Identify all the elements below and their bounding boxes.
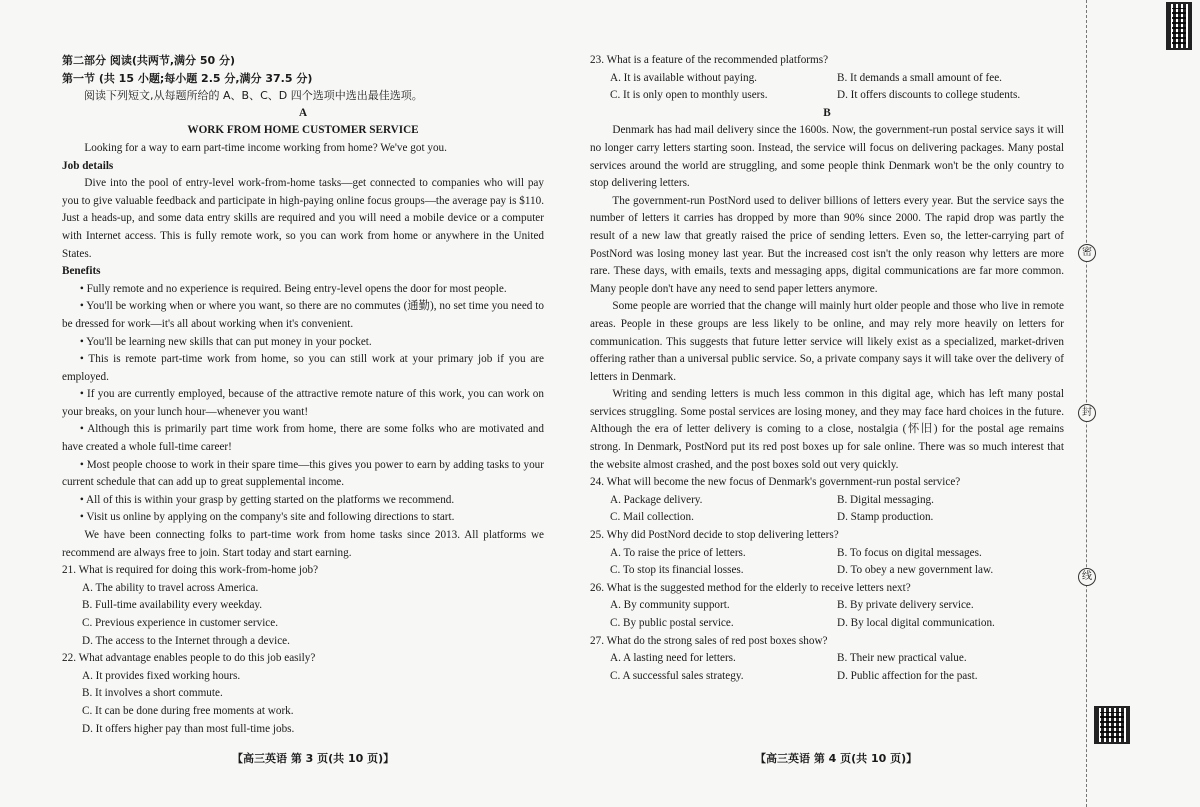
benefit-item: • This is remote part-time work from home, so you can still work at your primary job if you are employed. [62, 353, 544, 383]
question-23 [590, 52, 1064, 105]
benefit-item: • Although this is primarily part time work from home, there are some folks who are motivated and have created a whole full-time career! [62, 423, 544, 454]
option-c: C. To stop its financial losses. [610, 564, 744, 577]
option-b: B. By private delivery service. [837, 599, 974, 612]
option-b: B. Their new practical value. [837, 652, 967, 665]
option-d: D. To obey a new government law. [837, 564, 994, 577]
page-footer-right: 【高三英语 第 4 页(共 10 页)】 [755, 752, 918, 765]
passage-b-paragraph: Denmark has had mail delivery since the 1600s. Now, the government-run postal service says it will no longer carry letters starting soon. Instead, the service will focus on delivering packages. Many postal services around the world are struggling, and some people think Denmark won't be the only country to stop delivering letters. [590, 124, 1064, 190]
options-row [590, 668, 1064, 686]
options-row [590, 509, 1064, 527]
option-a: A. Package delivery. [610, 493, 703, 506]
option-b: B. It demands a small amount of fee. [837, 71, 1002, 84]
question-21 [62, 562, 544, 650]
passage-a-letter: A [298, 106, 308, 119]
question-stem: 23. What is a feature of the recommended platforms? [590, 54, 829, 66]
question-stem: 27. What do the strong sales of red post boxes show? [590, 634, 828, 647]
question-stem: 24. What will become the new focus of Denmark's government-run postal service? [590, 476, 961, 489]
options-row [590, 615, 1064, 633]
option-a: A. By community support. [610, 599, 730, 612]
benefits-heading: Benefits [62, 265, 101, 278]
seal-mark: 线 [1078, 568, 1096, 586]
option-b: B. Digital messaging. [837, 493, 934, 506]
option-c: C. A successful sales strategy. [610, 669, 744, 682]
page-footer-left: 【高三英语 第 3 页(共 10 页)】 [232, 752, 395, 765]
question-24 [590, 474, 1064, 527]
option-b: B. It involves a short commute. [82, 687, 223, 700]
options-row [590, 87, 1064, 105]
options-row [590, 70, 1064, 88]
option-b: B. To focus on digital messages. [837, 546, 982, 559]
passage-b-letter: B [823, 106, 831, 119]
option-c: C. Previous experience in customer service. [82, 617, 279, 629]
question-26 [590, 580, 1064, 633]
benefit-item: • Fully remote and no experience is required. Being entry-level opens the door for most people. [79, 282, 507, 295]
benefit-item: • Visit us online by applying on the company's site and following directions to start. [79, 511, 455, 524]
passage-a-intro: Looking for a way to earn part-time income working from home? We've got you. [84, 141, 447, 154]
qr-code-icon [1166, 2, 1192, 50]
left-page [62, 0, 544, 807]
passage-a-title: WORK FROM HOME CUSTOMER SERVICE [187, 124, 419, 137]
benefit-item: • You'll be learning new skills that can put money in your pocket. [79, 335, 372, 348]
benefit-item: • Most people choose to work in their spare time—this gives you power to earn by adding tasks to your current schedule that can add up to great supplemental income. [62, 458, 544, 489]
job-details-heading: Job details [62, 159, 114, 172]
option-c: C. It can be done during free moments at work. [82, 704, 294, 717]
question-stem: 21. What is required for doing this work-from-home job? [62, 564, 319, 577]
option-d: D. The access to the Internet through a device. [82, 634, 290, 647]
instructions: 阅读下列短文,从每题所给的 A、B、C、D 四个选项中选出最佳选项。 [84, 89, 423, 103]
seal-mark: 密 [1078, 244, 1096, 262]
options-row [590, 597, 1064, 615]
option-c: C. Mail collection. [610, 511, 694, 524]
option-b: B. Full-time availability every weekday. [82, 599, 263, 612]
benefit-item: • All of this is within your grasp by getting started on the platforms we recommend. [79, 493, 455, 506]
option-a: A. A lasting need for letters. [610, 652, 736, 665]
option-c: C. By public postal service. [610, 617, 734, 629]
passage-b-paragraph: Some people are worried that the change will mainly hurt older people and those who live in remote areas. People in these groups are less likely to be online, and may rely more heavily on letters for communication. This suggests that future letter service will likely exist as a specialized, market-driven offering rather than a universal public service. So, a private company says it will take over the delivery of letters in Denmark. [590, 300, 1064, 383]
options-row [590, 492, 1064, 510]
question-22 [62, 650, 544, 738]
section-subtitle: 第一节 (共 15 小题;每小题 2.5 分,满分 37.5 分) [62, 71, 313, 85]
right-page [590, 0, 1064, 807]
option-d: D. Public affection for the past. [837, 669, 978, 682]
benefits-list [62, 281, 544, 527]
question-stem: 26. What is the suggested method for the elderly to receive letters next? [590, 581, 911, 594]
option-c: C. It is only open to monthly users. [610, 89, 768, 102]
options-row [590, 545, 1064, 563]
question-27 [590, 633, 1064, 686]
passage-b-paragraph: Writing and sending letters is much less common in this digital age, which has left many postal services struggling. Some postal services are losing money, and they may face hard choices in the future. Although the era of letter delivery is coming to a close, nostalgia (怀旧) for the postal age remains strong. In Denmark, PostNord put its red post boxes up for sale online. There was so much interest that the website almost crashed, and the post boxes sold out very quickly. [590, 388, 1064, 471]
option-d: D. By local digital communication. [837, 617, 995, 629]
option-a: A. The ability to travel across America. [82, 581, 259, 594]
option-d: D. It offers higher pay than most full-time jobs. [82, 722, 295, 735]
option-a: A. It provides fixed working hours. [82, 669, 241, 682]
options-row [590, 562, 1064, 580]
option-d: D. It offers discounts to college students. [837, 89, 1021, 102]
passage-a-closing: We have been connecting folks to part-time work from home tasks since 2013. All platforms we recommend are always free to join. Start today and start earning. [62, 529, 544, 559]
option-d: D. Stamp production. [837, 511, 934, 524]
question-stem: 25. Why did PostNord decide to stop delivering letters? [590, 529, 839, 542]
passage-b-paragraph: The government-run PostNord used to deliver billions of letters every year. But the service says the number of letters it carries has dropped by more than 90% since 2000. The rapid drop was partly the result of a new law that greatly raised the price of sending letters. Even so, the letter-carrying part of PostNord was losing money last year. But the increased cost isn't the only reason why letters are more rare. These days, with emails, texts and messaging apps, digital communications are far more common. Many people don't have any need to send paper letters anymore. [590, 194, 1064, 295]
seal-mark: 封 [1078, 404, 1096, 422]
benefit-item: • You'll be working when or where you want, so there are no commutes (通勤), no set time you need to be dressed for work—it's all about working when it's convenient. [62, 300, 544, 330]
options-row [590, 650, 1064, 668]
section-title: 第二部分 阅读(共两节,满分 50 分) [62, 54, 236, 67]
question-25 [590, 527, 1064, 580]
option-a: A. It is available without paying. [610, 71, 757, 84]
job-details-text: Dive into the pool of entry-level work-from-home tasks—get connected to companies who will pay you to give valuable feedback and participate in high-paying online focus groups—the average pay is $110. Just a heads-up, and some data entry skills are required and you will need a mobile device or a computer with Internet access. This is fully remote work, so you can work from home or anywhere in the United States. [62, 177, 544, 260]
qr-code-icon [1094, 706, 1130, 744]
option-a: A. To raise the price of letters. [610, 546, 746, 559]
question-stem: 22. What advantage enables people to do this job easily? [62, 652, 316, 665]
benefit-item: • If you are currently employed, because of the attractive remote nature of this work, you can work on your breaks, on your lunch hour—whenever you want! [62, 388, 544, 418]
